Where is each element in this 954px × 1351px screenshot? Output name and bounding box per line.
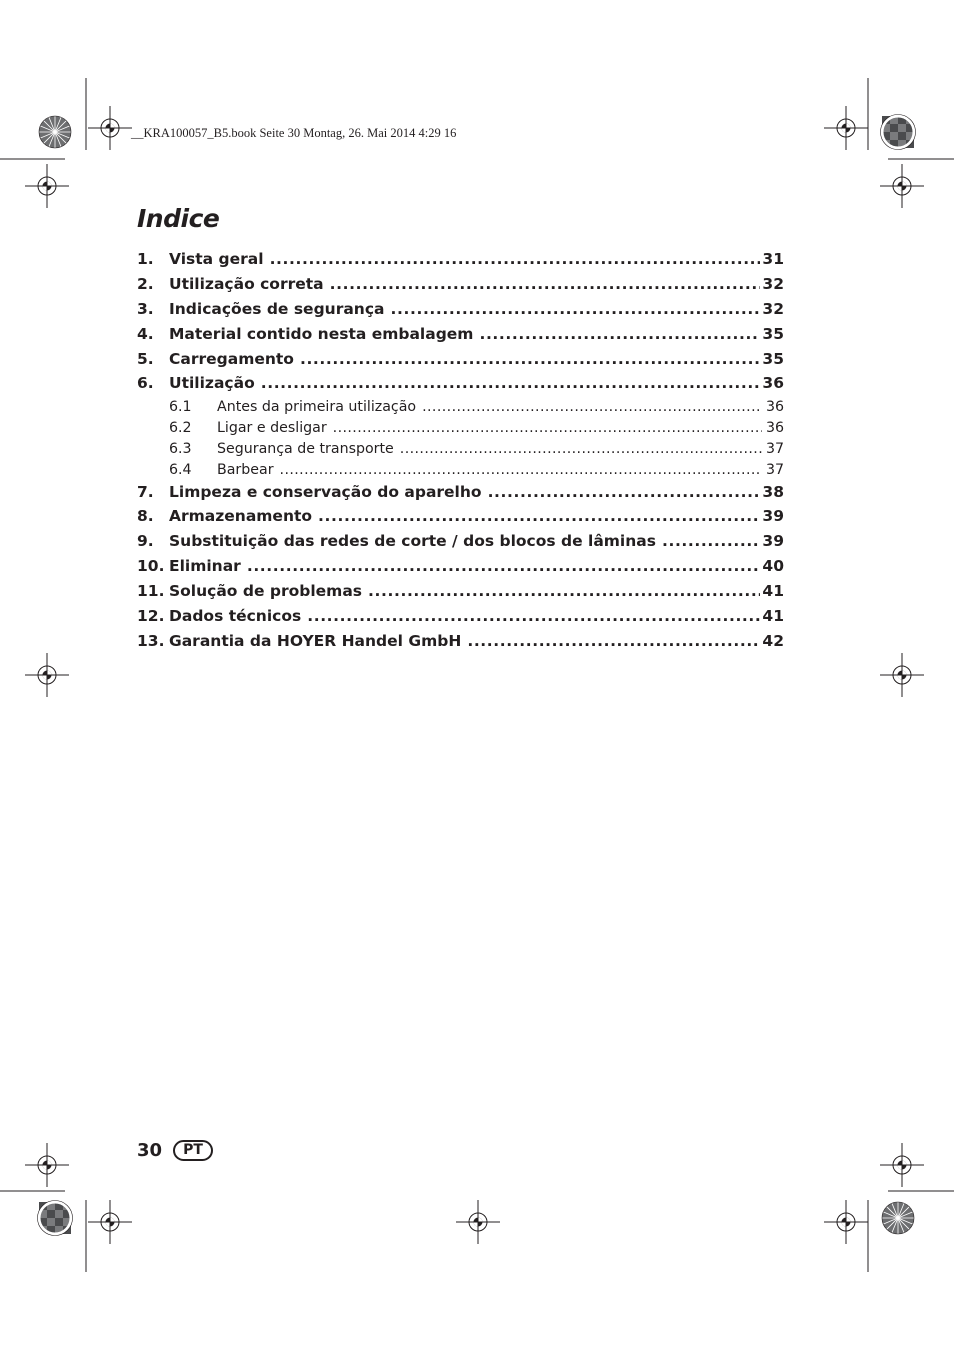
toc-entry-label: Garantia da HOYER Handel GmbH [169, 631, 462, 650]
toc-entry-number: 2. [137, 274, 154, 293]
color-calibration-bar-icon [882, 1202, 914, 1234]
toc-leader-dots [270, 250, 761, 268]
toc-subentry[interactable] [137, 399, 784, 420]
toc-leader-dots [400, 441, 762, 457]
registration-mark-icon [824, 106, 868, 150]
toc-entry-page: 38 [762, 482, 784, 501]
page-number: 30 [137, 1140, 163, 1161]
color-calibration-bar-icon [39, 116, 71, 148]
language-badge: PT [173, 1140, 213, 1161]
toc-entry-page: 37 [765, 461, 784, 478]
toc-entry-label: Ligar e desligar [217, 420, 327, 437]
registration-mark-icon [25, 653, 69, 697]
table-of-contents [137, 250, 784, 657]
toc-leader-dots [488, 483, 761, 501]
toc-leader-dots [662, 532, 760, 550]
toc-leader-dots [300, 350, 760, 368]
toc-entry-page: 40 [762, 557, 784, 576]
toc-entry-label: Armazenamento [169, 507, 313, 526]
toc-entry-number: 6.3 [169, 440, 192, 457]
toc-entry-label: Indicações de segurança [169, 299, 385, 318]
registration-mark-icon [824, 1200, 868, 1244]
toc-entry-number: 3. [137, 299, 154, 318]
toc-entry-page: 41 [762, 606, 784, 625]
toc-entry-page: 31 [762, 250, 784, 268]
toc-entry-number: 6.2 [169, 420, 192, 437]
toc-entry-number: 6.4 [169, 461, 192, 478]
toc-entry-number: 13. [137, 631, 165, 650]
toc-entry[interactable] [137, 532, 784, 557]
color-calibration-bar-icon [881, 115, 916, 150]
toc-leader-dots [467, 632, 760, 650]
toc-entry-number: 12. [137, 606, 165, 625]
toc-entry-number: 6. [137, 374, 154, 393]
toc-entry-label: Utilização [169, 374, 255, 393]
toc-entry-number: 1. [137, 250, 154, 268]
toc-entry-page: 37 [765, 440, 784, 457]
toc-entry-page: 36 [762, 374, 784, 393]
toc-entry[interactable] [137, 325, 784, 350]
toc-entry-number: 7. [137, 482, 154, 501]
toc-entry-label: Vista geral [169, 250, 264, 268]
toc-entry-label: Segurança de transporte [217, 440, 394, 457]
toc-leader-dots [247, 557, 761, 575]
toc-entry-number: 4. [137, 324, 154, 343]
toc-entry[interactable] [137, 483, 784, 508]
toc-entry-number: 5. [137, 349, 154, 368]
registration-mark-icon [456, 1200, 500, 1244]
toc-entry-number: 10. [137, 557, 165, 576]
toc-leader-dots [368, 582, 760, 600]
toc-entry[interactable] [137, 607, 784, 632]
registration-mark-icon [88, 1200, 132, 1244]
toc-entry-number: 11. [137, 582, 165, 601]
registration-mark-icon [25, 1143, 69, 1187]
toc-entry-number: 8. [137, 507, 154, 526]
toc-entry-page: 39 [762, 507, 784, 526]
toc-entry-label: Limpeza e conservação do aparelho [169, 482, 482, 501]
toc-leader-dots [330, 275, 761, 293]
toc-leader-dots [391, 300, 761, 318]
toc-entry-label: Substituição das redes de corte / dos blocos de lâminas [169, 532, 656, 551]
toc-entry-label: Carregamento [169, 349, 294, 368]
toc-entry[interactable] [137, 374, 784, 399]
toc-entry-label: Utilização correta [169, 274, 324, 293]
color-calibration-bar-icon [38, 1201, 73, 1236]
registration-mark-icon [880, 1143, 924, 1187]
toc-entry-page: 32 [762, 274, 784, 293]
toc-leader-dots [422, 399, 762, 415]
registration-mark-icon [880, 653, 924, 697]
toc-entry[interactable] [137, 350, 784, 375]
toc-entry-label: Antes da primeira utilização [217, 399, 417, 416]
toc-entry-number: 9. [137, 532, 154, 551]
toc-leader-dots [261, 374, 761, 392]
toc-entry[interactable] [137, 300, 784, 325]
toc-entry-page: 32 [762, 299, 784, 318]
registration-mark-icon [88, 106, 132, 150]
registration-mark-icon [880, 164, 924, 208]
toc-entry[interactable] [137, 250, 784, 275]
toc-entry-label: Eliminar [169, 557, 241, 576]
toc-entry-page: 36 [765, 420, 784, 437]
toc-entry[interactable] [137, 632, 784, 657]
print-file-info: __KRA100057_B5.book Seite 30 Montag, 26. Mai 2014 4:29 16 [131, 126, 457, 140]
toc-entry-page: 36 [765, 399, 784, 416]
toc-entry-number: 6.1 [169, 399, 192, 416]
page-title: Indice [137, 204, 220, 233]
toc-subentry[interactable] [137, 462, 784, 483]
toc-entry-page: 35 [762, 324, 784, 343]
toc-entry-label: Material contido nesta embalagem [169, 324, 474, 343]
toc-leader-dots [318, 507, 760, 525]
toc-entry-page: 41 [762, 582, 784, 601]
toc-leader-dots [307, 607, 760, 625]
toc-entry-page: 39 [762, 532, 784, 551]
toc-entry-label: Dados técnicos [169, 606, 302, 625]
registration-mark-icon [25, 164, 69, 208]
toc-leader-dots [280, 462, 762, 478]
toc-entry[interactable] [137, 507, 784, 532]
toc-leader-dots [479, 325, 760, 343]
toc-subentry[interactable] [137, 441, 784, 462]
toc-entry-label: Solução de problemas [169, 582, 363, 601]
toc-entry-page: 42 [762, 631, 784, 650]
toc-entry-label: Barbear [217, 461, 274, 478]
toc-entry[interactable] [137, 557, 784, 582]
toc-leader-dots [333, 420, 762, 436]
toc-entry[interactable] [137, 275, 784, 300]
toc-subentry[interactable] [137, 420, 784, 441]
toc-entry-page: 35 [762, 349, 784, 368]
toc-entry[interactable] [137, 582, 784, 607]
